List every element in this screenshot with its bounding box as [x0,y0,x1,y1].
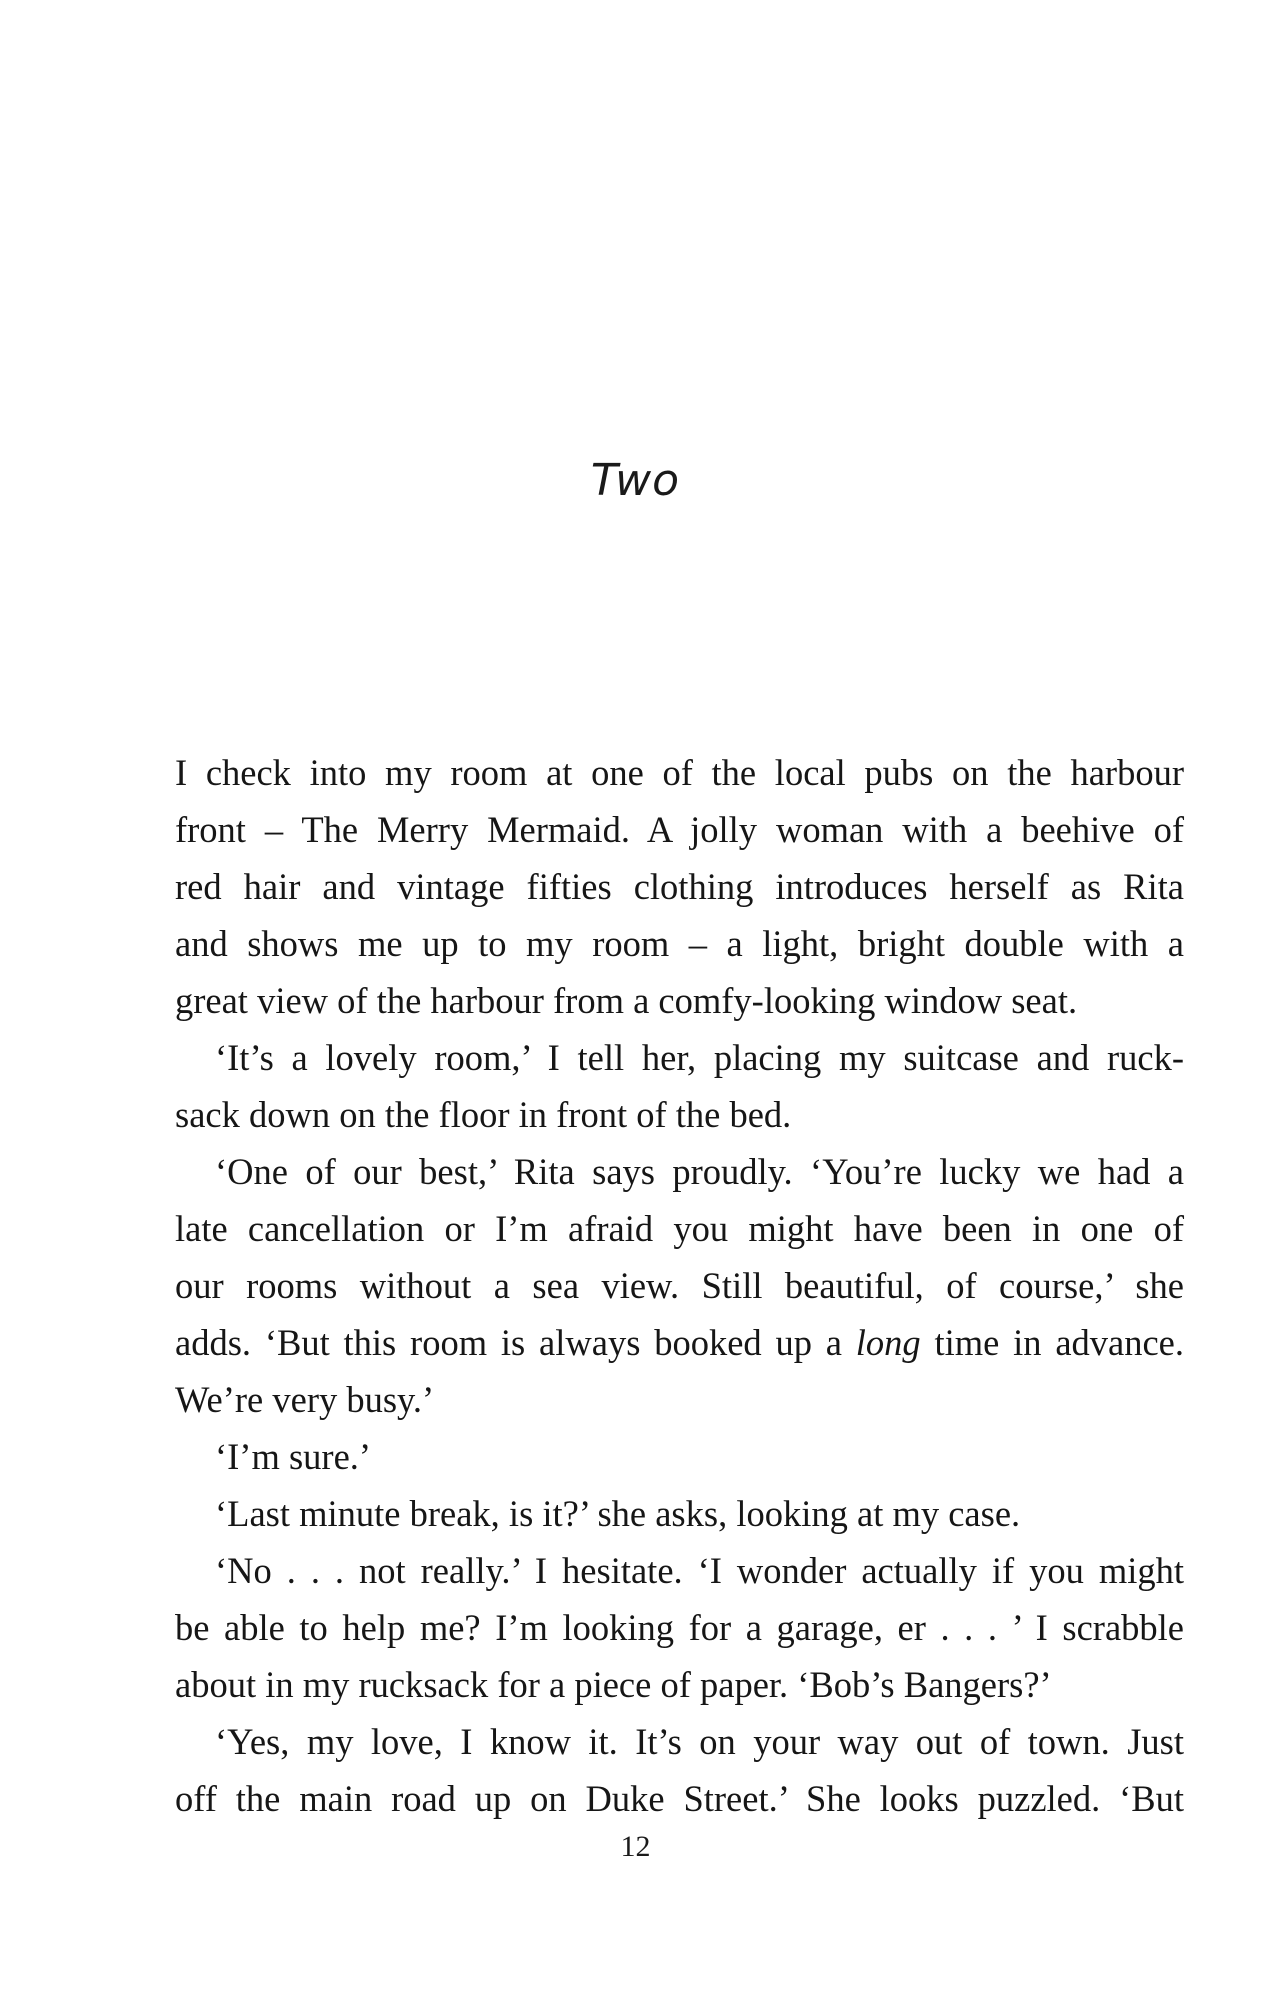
text-line [175,1428,1184,1485]
text-line-content: ‘I’m sure.’ [215,1436,372,1477]
text-line: off the main road up on Duke Street.’ She looks puzzled. ‘But [175,1778,1184,1819]
text-line: late cancellation or I’m afraid you might have been in one of [175,1208,1184,1249]
text-line: our rooms without a sea view. Still beautiful, of course,’ she [175,1265,1184,1306]
text-line: front – The Merry Mermaid. A jolly woman with a beehive of [175,809,1184,850]
text-line: sack down on the floor in front of the bed. [175,1094,792,1135]
text-line-content: ‘Yes, my love, I know it. It’s on your way out of town. Just [215,1721,1184,1762]
text-line-content: ‘One of our best,’ Rita says proudly. ‘You’re lucky we had a [215,1151,1184,1192]
text-segment: adds. ‘But this room is always booked up a [175,1322,856,1363]
text-line [175,1485,1184,1542]
text-line [175,1029,1184,1086]
body-text [175,744,1184,1827]
text-line [175,1713,1184,1770]
text-line: We’re very busy.’ [175,1379,435,1420]
text-line: red hair and vintage fifties clothing introduces herself as Rita [175,866,1184,907]
emphasized-word: long [855,1322,921,1363]
chapter-title: Two [590,455,681,506]
text-line-content: ‘Last minute break, is it?’ she asks, looking at my case. [215,1493,1021,1534]
text-line [175,1542,1184,1599]
text-line [175,1143,1184,1200]
text-line-content: ‘It’s a lovely room,’ I tell her, placing my suitcase and ruck- [215,1037,1184,1078]
text-segment: time in advance. [920,1322,1184,1363]
text-line-content: ‘No . . . not really.’ I hesitate. ‘I wonder actually if you might [215,1550,1184,1591]
text-line: be able to help me? I’m looking for a garage, er . . . ’ I scrabble [175,1607,1184,1648]
text-line: about in my rucksack for a piece of paper. ‘Bob’s Bangers?’ [175,1664,1052,1705]
text-line [175,1314,1184,1371]
page-number: 12 [620,1830,651,1863]
text-line: I check into my room at one of the local pubs on the harbour [175,752,1184,793]
text-line: great view of the harbour from a comfy-looking window seat. [175,980,1078,1021]
text-line: and shows me up to my room – a light, bright double with a [175,923,1184,964]
